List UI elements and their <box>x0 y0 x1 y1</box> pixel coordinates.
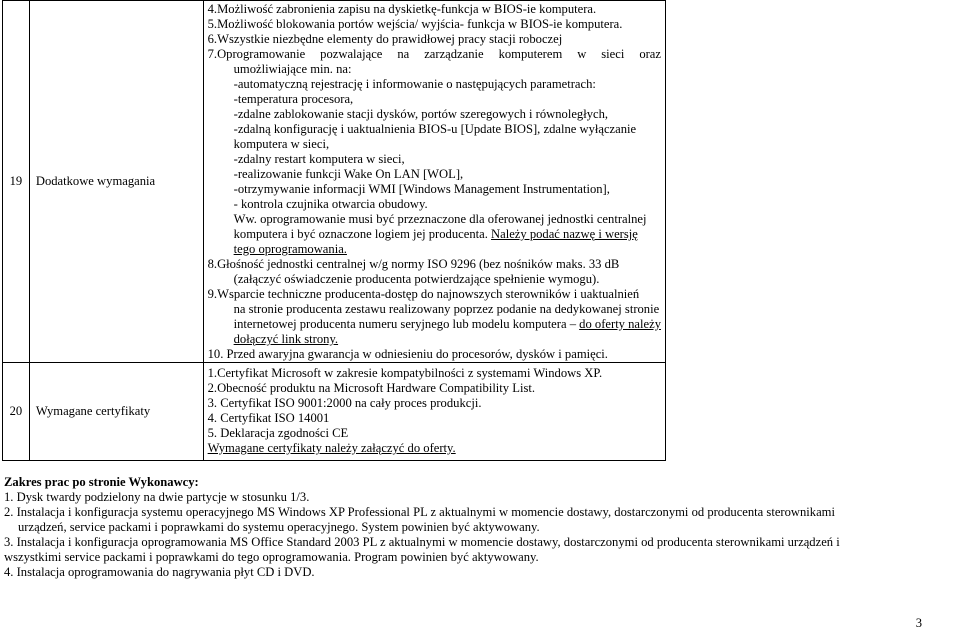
row-title: Dodatkowe wymagania <box>29 1 203 363</box>
text-line <box>208 227 661 242</box>
text-line: -otrzymywanie informacji WMI [Windows Management Instrumentation], <box>233 182 610 196</box>
text-line: -automatyczną rejestrację i informowanie o następujących parametrach: <box>233 77 596 91</box>
underlined-text: dołączyć link strony. <box>233 332 339 346</box>
underlined-text: Należy podać nazwę i wersję <box>491 227 638 241</box>
list-item: urządzeń, service packami i poprawkami do systemu operacyjnego. System powinien być aktywowany. <box>18 520 540 534</box>
list-item: wszystkimi service packami i poprawkami do tego oprogramowania. Program powinien być aktywowany. <box>4 550 539 564</box>
list-item: 4. Instalacja oprogramowania do nagrywania płyt CD i DVD. <box>4 565 315 579</box>
text-line: -zdalny restart komputera w sieci, <box>233 152 405 166</box>
text-line: (załączyć oświadczenie producenta potwierdzające spełnienie wymogu). <box>233 272 600 286</box>
text-line: Ww. oprogramowanie musi być przeznaczone dla oferowanej jednostki centralnej <box>233 212 647 226</box>
list-item: 1. Dysk twardy podzielony na dwie partycje w stosunku 1/3. <box>4 490 310 504</box>
text-line: 5.Możliwość blokowania portów wejścia/ wyjścia- funkcja w BIOS-ie komputera. <box>207 17 623 31</box>
scope-of-work-section <box>4 475 924 580</box>
text-line: 6.Wszystkie niezbędne elementy do prawidłowej pracy stacji roboczej <box>207 32 563 46</box>
text-line: - kontrola czujnika otwarcia obudowy. <box>233 197 428 211</box>
row-content <box>203 1 665 363</box>
page-number: 3 <box>915 616 922 630</box>
text-line: 1.Certyfikat Microsoft w zakresie kompatybilności z systemami Windows XP. <box>207 366 603 380</box>
text-span: internetowej producenta numeru seryjnego lub modelu komputera – <box>233 317 577 331</box>
text-line: 8.Głośność jednostki centralnej w/g normy ISO 9296 (bez nośników maks. 33 dB <box>207 257 620 271</box>
text-line: komputera w sieci, <box>233 137 330 151</box>
table-row <box>3 1 666 363</box>
list-item: 3. Instalacja i konfiguracja oprogramowania MS Office Standard 2003 PL z aktualnymi w momencie dostawy, dostarczonymi od producenta sterownikami urządzeń i <box>4 535 840 549</box>
text-line: 7.Oprogramowanie pozwalające na zarządzanie komputerem w sieci oraz <box>207 47 661 61</box>
underlined-text: Wymagane certyfikaty należy załączyć do oferty. <box>207 441 456 455</box>
text-line: 2.Obecność produktu na Microsoft Hardware Compatibility List. <box>207 381 535 395</box>
text-line: umożliwiające min. na: <box>233 62 352 76</box>
text-line: 5. Deklaracja zgodności CE <box>207 426 349 440</box>
text-line: 4.Możliwość zabronienia zapisu na dyskietkę-funkcja w BIOS-ie komputera. <box>207 2 597 16</box>
table-row <box>3 363 666 461</box>
heading-text: Zakres prac po stronie Wykonawcy: <box>4 475 199 489</box>
row-number: 19 <box>3 1 30 363</box>
text-line: -temperatura procesora, <box>233 92 354 106</box>
text-line: -realizowanie funkcji Wake On LAN [WOL], <box>233 167 464 181</box>
row-number: 20 <box>3 363 30 461</box>
text-line: -zdalną konfigurację i uaktualnienia BIOS-u [Update BIOS], zdalne wyłączanie <box>233 122 637 136</box>
requirements-table <box>2 0 666 461</box>
row-content <box>203 363 665 461</box>
text-line: 9.Wsparcie techniczne producenta-dostęp do najnowszych sterowników i uaktualnień <box>207 287 640 301</box>
text-line: 3. Certyfikat ISO 9001:2000 na cały proces produkcji. <box>207 396 482 410</box>
underlined-text: do oferty należy <box>579 317 661 331</box>
text-line: 4. Certyfikat ISO 14001 <box>207 411 330 425</box>
text-line: 10. Przed awaryjna gwarancja w odniesieniu do procesorów, dysków i pamięci. <box>207 347 608 361</box>
underlined-text: tego oprogramowania. <box>233 242 347 256</box>
list-item: 2. Instalacja i konfiguracja systemu operacyjnego MS Windows XP Professional PL z aktualnymi w momencie dostawy, dostarczonymi od producenta sterownikami <box>4 505 835 519</box>
row-title: Wymagane certyfikaty <box>29 363 203 461</box>
section-heading <box>4 475 924 490</box>
text-span: komputera i być oznaczone logiem jej producenta. <box>233 227 488 241</box>
text-line: -zdalne zablokowanie stacji dysków, portów szeregowych i równoległych, <box>233 107 609 121</box>
text-line <box>208 317 661 332</box>
text-line: na stronie producenta zestawu realizowany poprzez podanie na dedykowanej stronie <box>233 302 660 316</box>
